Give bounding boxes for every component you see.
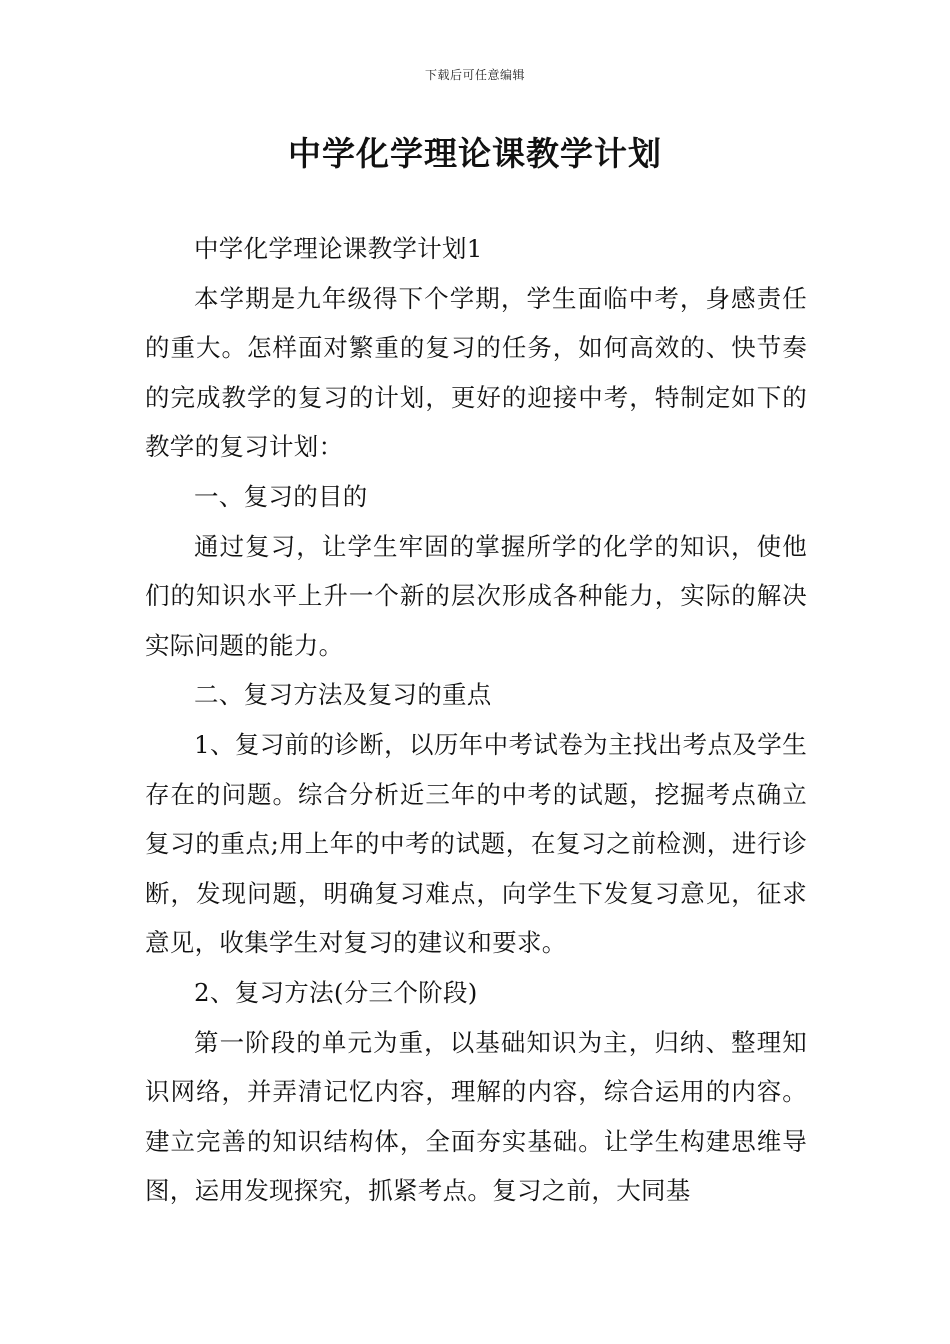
paragraph-intro: 本学期是九年级得下个学期，学生面临中考，身感责任的重大。怎样面对繁重的复习的任务，如何高效的、快节奏的完成教学的复习的计划，更好的迎接中考，特制定如下的教学的复习计划： [145,283,807,462]
header-note: 下载后可任意编辑 [424,68,525,82]
document-title: 中学化学理论课教学计划 [288,134,662,173]
section-heading-purpose: 一、复习的目的 [194,481,368,511]
section-heading: 中学化学理论课教学计划1 [194,234,483,263]
document-body [145,224,807,1216]
paragraph-stage-one: 第一阶段的单元为重，以基础知识为主，归纳、整理知识网络，并弄清记忆内容，理解的内容，综合运用的内容。建立完善的知识结构体，全面夯实基础。让学生构建思维导图，运用发现探究，抓紧考点。复习之前，大同基 [145,1027,807,1206]
paragraph-diagnosis: 1、复习前的诊断，以历年中考试卷为主找出考点及学生存在的问题。综合分析近三年的中考的试题，挖掘考点确立复习的重点;用上年的中考的试题，在复习之前检测，进行诊断，发现问题，明确复习难点，向学生下发复习意见，征求意见，收集学生对复习的建议和要求。 [145,729,807,958]
subheading-review-method: 2、复习方法(分三个阶段) [194,977,478,1007]
section-heading-methods: 二、复习方法及复习的重点 [194,680,492,710]
paragraph-purpose: 通过复习，让学生牢固的掌握所学的化学的知识，使他们的知识水平上升一个新的层次形成各种能力，实际的解决实际问题的能力。 [145,531,807,660]
